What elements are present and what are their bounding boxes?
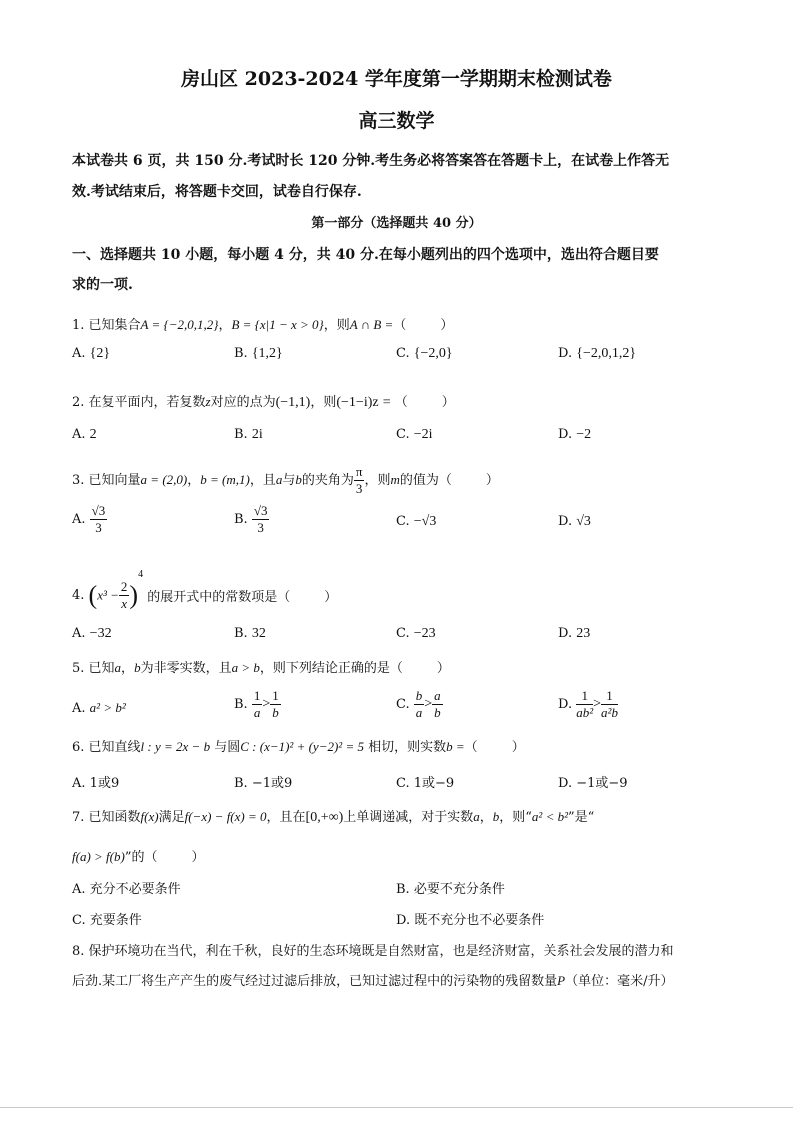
q7-option-a: A. 充分不必要条件: [72, 882, 181, 897]
question-6-stem: 6. 已知直线l : y = 2x − b 与圆C : (x−1)² + (y−2)² = 5 相切，则实数b =（ ）: [72, 739, 525, 755]
q4-option-d: D. 23: [558, 626, 591, 641]
section-line-2: 求的一项.: [72, 277, 133, 293]
instructions-line-2: 效.考试结束后，将答题卡交回，试卷自行保存.: [72, 184, 362, 200]
q6-option-b: B. −1或9: [234, 776, 293, 791]
question-3-stem: 3. 已知向量a = (2,0)，b = (m,1)，且a与b的夹角为 $\frac{\pi}{3}$ ，则m的值为（ ）: [72, 464, 499, 496]
instructions-line-1: 本试卷共 6 页，共 150 分.考试时长 120 分钟.考生务必将答案答在答题卡上，在试卷上作答无: [72, 153, 670, 169]
q2-option-b: B. 2i: [234, 427, 263, 442]
q1-text-2: ，则: [323, 318, 350, 333]
q4-option-a: A. −32: [72, 626, 112, 641]
q1-set-a: A = {−2,0,1,2}: [140, 317, 219, 332]
question-8-line-2: 后劲.某工厂将生产产生的废气经过过滤后排放，已知过滤过程中的污染物的残留数量P（单位：毫米/升）: [72, 973, 674, 989]
q5-option-c: C. $\frac{b}{a}$ > $\frac{a}{b}$: [396, 688, 441, 720]
section-line-1: 一、选择题共 10 小题，每小题 4 分，共 40 分.在每小题列出的四个选项中，选出符合题目要: [72, 247, 659, 263]
q3-option-c: C. −√3: [396, 514, 437, 529]
q2-option-d: D. −2: [558, 427, 592, 442]
q2-option-a: A. 2: [72, 427, 97, 442]
q4-option-b: B. 32: [234, 626, 266, 641]
page-bottom-divider: [0, 1107, 793, 1108]
q1-option-c: C. {−2,0}: [396, 346, 453, 361]
q3-option-d: D. √3: [558, 514, 591, 529]
q7-option-d: D. 既不充分也不必要条件: [396, 913, 545, 928]
q7-option-c: C. 充要条件: [72, 913, 142, 928]
q6-option-a: A. 1或9: [72, 776, 120, 791]
question-5-stem: 5. 已知a，b为非零实数，且a > b，则下列结论正确的是（ ）: [72, 660, 450, 676]
q3-angle-fraction: $\frac{\pi}{3}$: [355, 464, 363, 496]
q1-expr: A ∩ B =: [349, 317, 394, 332]
question-1-stem: 1. 已知集合A = {−2,0,1,2}，B = {x|1 − x > 0}，则A ∩ B =（ ）: [72, 317, 454, 333]
q6-option-d: D. −1或−9: [558, 776, 628, 791]
q7-option-b: B. 必要不充分条件: [396, 882, 505, 897]
question-4-stem: 4. (x³ − $\frac{2}{x}$ )$^4$ 的展开式中的常数项是（ ）: [72, 569, 338, 611]
q3-option-a: A. $\frac{√3}{3}$: [72, 503, 106, 535]
q1-option-b: B. {1,2}: [234, 346, 283, 361]
part-title: 第一部分（选择题共 40 分）: [311, 216, 482, 231]
q1-option-d: D. {−2,0,1,2}: [558, 346, 637, 361]
exam-subtitle: 高三数学: [358, 110, 435, 132]
q1-text: 1. 已知集合: [72, 318, 141, 333]
q3-option-b: B. $\frac{√3}{3}$: [234, 503, 268, 535]
q1-set-b: B = {x|1 − x > 0}: [231, 317, 324, 332]
q5-option-d: D. $\frac{1}{\text{ab²}}$ > $\frac{1}{\text{a²b}}$: [558, 688, 618, 720]
q5-option-a: A. a² > b²: [72, 700, 126, 716]
question-7-line-2: f(a) > f(b)”的（ ）: [72, 849, 205, 865]
question-7-stem: 7. 已知函数f(x)满足f(−x) − f(x) = 0，且在[0,+∞)上单调递减，对于实数a，b，则“a² < b²”是“: [72, 809, 595, 825]
q2-option-c: C. −2i: [396, 427, 433, 442]
question-8-line-1: 8. 保护环境功在当代，利在千秋，良好的生态环境既是自然财富，也是经济财富，关系社会发展的潜力和: [72, 944, 674, 959]
q4-option-c: C. −23: [396, 626, 436, 641]
question-2-stem: 2. 在复平面内，若复数z对应的点为(−1,1)，则(−1−i)z = （ ）: [72, 394, 455, 410]
q1-option-a: A. {2}: [72, 346, 111, 361]
q5-option-b: B. $\frac{1}{a}$ > $\frac{1}{b}$: [234, 688, 279, 720]
q6-option-c: C. 1或−9: [396, 776, 455, 791]
exam-title: 房山区 2023-2024 学年度第一学期期末检测试卷: [181, 68, 612, 90]
